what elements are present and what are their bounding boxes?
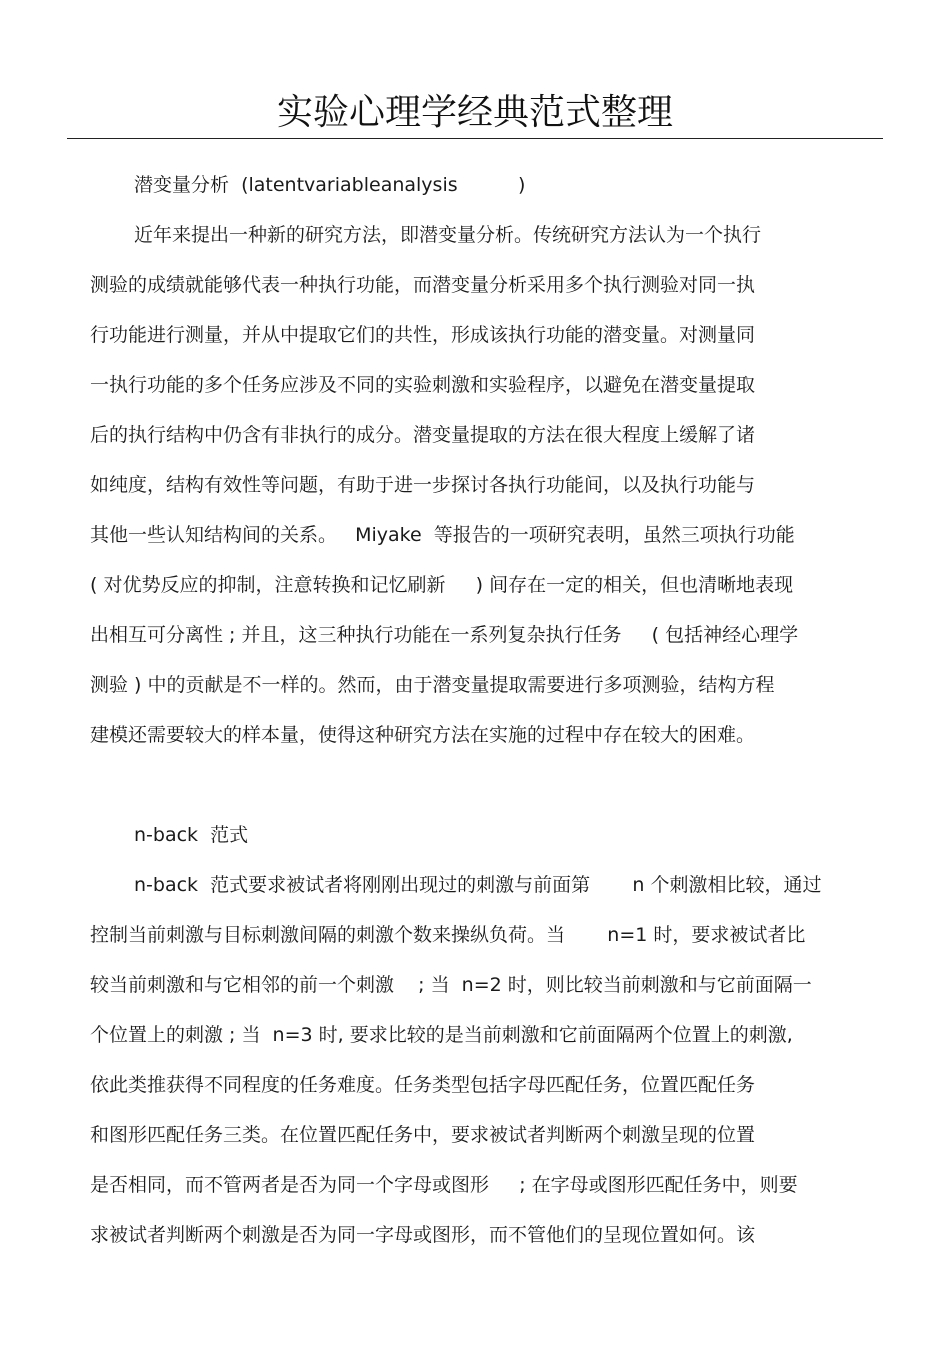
paragraph-line: 建模还需要较大的样本量，使得这种研究方法在实施的过程中存在较大的困难。 [90, 724, 756, 746]
document-title: 实验心理学经典范式整理 [276, 92, 673, 133]
section-heading-n-back: n-back 范式 [134, 824, 249, 846]
section-heading-latent-variable: 潜变量分析 (latentvariableanalysis ) [134, 174, 526, 196]
paragraph-line: 出相互可分离性 ; 并且，这三种执行功能在一系列复杂执行任务 ( 包括神经心理学 [90, 624, 799, 646]
paragraph-line: 后的执行结构中仍含有非执行的成分。潜变量提取的方法在很大程度上缓解了诸 [90, 424, 756, 446]
paragraph-line: 是否相同，而不管两者是否为同一个字母或图形 ; 在字母或图形匹配任务中，则要 [90, 1174, 798, 1196]
paragraph-line: 测验的成绩就能够代表一种执行功能，而潜变量分析采用多个执行测验对同一执 [90, 274, 756, 296]
paragraph-line: 和图形匹配任务三类。在位置匹配任务中，要求被试者判断两个刺激呈现的位置 [90, 1124, 756, 1146]
paragraph-line: 求被试者判断两个刺激是否为同一字母或图形，而不管他们的呈现位置如何。该 [90, 1224, 756, 1246]
paragraph-line: 依此类推获得不同程度的任务难度。任务类型包括字母匹配任务，位置匹配任务 [90, 1074, 756, 1096]
paragraph-line: 其他一些认知结构间的关系。 Miyake 等报告的一项研究表明，虽然三项执行功能 [90, 524, 795, 546]
paragraph-line: 近年来提出一种新的研究方法，即潜变量分析。传统研究方法认为一个执行 [134, 224, 762, 246]
paragraph-line: 个位置上的刺激 ; 当 n=3 时, 要求比较的是当前刺激和它前面隔两个位置上的刺激, [90, 1024, 793, 1046]
paragraph-line: 控制当前刺激与目标刺激间隔的刺激个数来操纵负荷。当 n=1 时，要求被试者比 [90, 924, 806, 946]
paragraph-line: n-back 范式要求被试者将刚刚出现过的刺激与前面第 n 个刺激相比较，通过 [134, 874, 822, 896]
paragraph-line: 一执行功能的多个任务应涉及不同的实验刺激和实验程序，以避免在潜变量提取 [90, 374, 756, 396]
paragraph-line: 如纯度，结构有效性等问题，有助于进一步探讨各执行功能间，以及执行功能与 [90, 474, 756, 496]
paragraph-line: ( 对优势反应的抑制，注意转换和记忆刷新 ) 间存在一定的相关，但也清晰地表现 [90, 574, 794, 596]
paragraph-line: 测验 ) 中的贡献是不一样的。然而，由于潜变量提取需要进行多项测验，结构方程 [90, 674, 775, 696]
paragraph-line: 较当前刺激和与它相邻的前一个刺激 ; 当 n=2 时，则比较当前刺激和与它前面隔一 [90, 974, 812, 996]
title-underline [67, 138, 883, 139]
paragraph-line: 行功能进行测量，并从中提取它们的共性，形成该执行功能的潜变量。对测量同 [90, 324, 756, 346]
